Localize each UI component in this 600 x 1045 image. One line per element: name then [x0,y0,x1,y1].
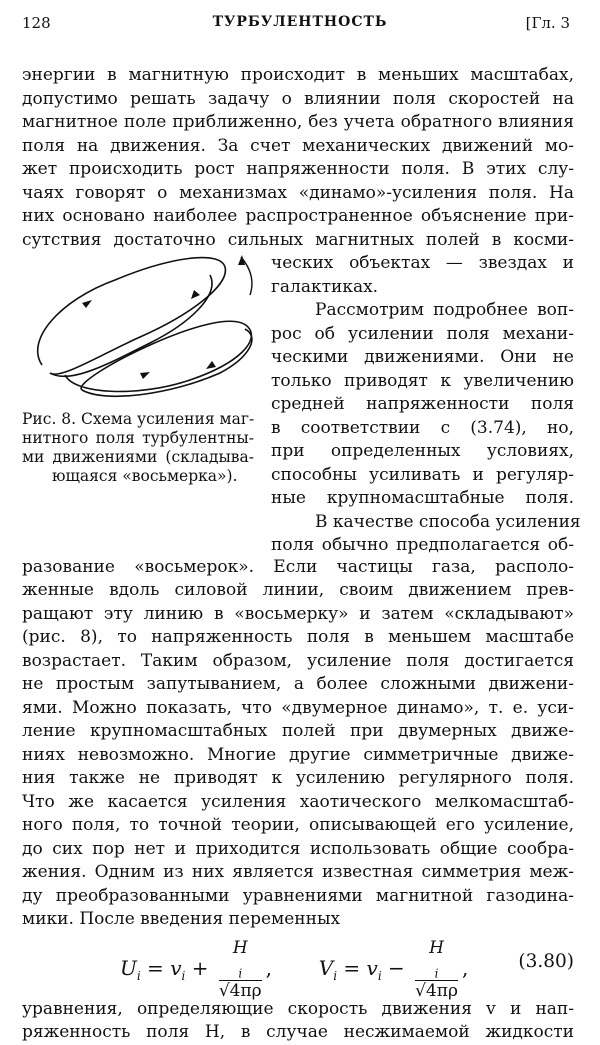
text-line: энергии в магнитную происходит в меньших масштабах, [22,65,574,85]
formula-fraction [415,938,458,1001]
formula-fraction [219,938,262,1001]
text-line: ческих объектах — звездах и [271,253,574,273]
text-line: допустимо решать задачу о влиянии поля скоростей на [22,88,574,109]
text-line: (рис. 8), то напряженность поля в меньшем масштабе [22,627,574,647]
formula-equals-sign: = [140,955,171,980]
figure-caption-line: ми движениями (складыва- [22,448,254,466]
figure-caption-line: нитного поля турбулентны- [22,429,254,447]
formula-v: v [366,955,378,980]
fraction-denominator: √4πρ [218,980,262,1001]
text-line: ление крупномасштабных полей при двумерных движе- [22,721,574,741]
text-line: поля обычно предполагается об- [271,535,574,555]
formula-V: V [318,955,334,980]
text-line: только приводят к увеличению [271,370,574,391]
text-line: ряженность поля H, в случае несжимаемой жидкости [22,1022,574,1042]
text-line: ращают эту линию в «восьмерку» и затем «складывают» [22,603,574,624]
figure-caption-line: ющаяся «восьмерка»). [52,467,238,485]
equation-number: (3.80) [518,950,574,972]
text-line: В качестве способа усиления [315,511,581,532]
text-line: рос об усилении поля механи- [271,323,574,344]
text-line: средней напряженности поля [271,394,574,414]
fraction-numerator: H $_i$ [415,938,458,981]
text-line: ду преобразованными уравнениями магнитной газодина- [22,885,574,906]
text-line: ниях невозможно. Многие другие симметричные движе- [22,744,574,765]
text-line: Рассмотрим подробнее воп- [315,300,574,320]
formula-comma: , [461,955,469,980]
formula-sub: i [333,968,338,983]
formula-v: v [170,955,182,980]
text-line: при определенных условиях, [271,441,574,461]
figure-eight-loop-illustration [20,245,265,405]
formula-plus-sign: + [185,955,215,980]
page-number: 128 [22,14,51,32]
text-line: ного поля, то точной теории, описывающей его усиление, [22,815,574,835]
text-line: ные крупномасштабные поля. [271,488,574,508]
text-line: них основано наиболее распространенное объяснение при- [22,206,574,226]
text-line: поля на движения. За счет механических движений мо- [22,135,574,156]
running-title: ТУРБУЛЕНТНОСТЬ [212,14,388,30]
text-line: разование «восьмерок». Если частицы газа, располо- [22,556,574,577]
text-line: не простым запутыванием, а более сложными движени- [22,674,574,694]
text-line: магнитное поле приближенно, без учета обратного влияния [22,112,574,132]
formula-U: U [120,955,137,980]
text-line: галактиках. [271,276,379,297]
text-line: чаях говорят о механизмах «динамо»-усиления поля. На [22,182,574,203]
formula-sub: i [181,968,186,983]
text-line: ями. Можно показать, что «двумерное динамо», т. е. уси- [22,697,574,718]
text-line: до сих пор нет и приходится использовать общие сообра- [22,838,574,859]
figure-caption-line: Рис. 8. Схема усиления маг- [22,410,255,428]
formula-3-80 [120,938,468,1001]
chapter-marker: [Гл. 3 [525,14,570,32]
text-line: способны усиливать и регуляр- [271,464,574,485]
text-line: сутствия достаточно сильных магнитных полей в косми- [22,229,574,250]
formula-sub: i [136,968,141,983]
text-line: жет происходить рост напряженности поля. В этих слу- [22,159,574,179]
text-line: уравнения, определяющие скорость движения v и нап- [22,998,574,1019]
formula-equals-sign: = [337,955,367,980]
text-line: в соответствии с (3.74), но, [271,417,574,438]
formula-sub: i [377,968,382,983]
text-line: женные вдоль силовой линии, своим движением прев- [22,580,574,600]
text-line: ческими движениями. Они не [271,347,574,367]
text-line: жения. Одним из них является известная симметрия меж- [22,862,574,882]
text-line: возрастает. Таким образом, усиление поля достигается [22,650,574,671]
text-line: ния также не приводят к усилению регулярного поля. [22,768,574,788]
formula-comma: , [265,955,273,980]
formula-minus-sign: − [381,955,412,980]
text-line: Что же касается усиления хаотического мелкомасштаб- [22,791,574,812]
fraction-numerator: H $_i$ [219,938,262,981]
fraction-denominator: √4πρ [415,980,458,1001]
text-line: мики. После введения переменных [22,909,341,929]
